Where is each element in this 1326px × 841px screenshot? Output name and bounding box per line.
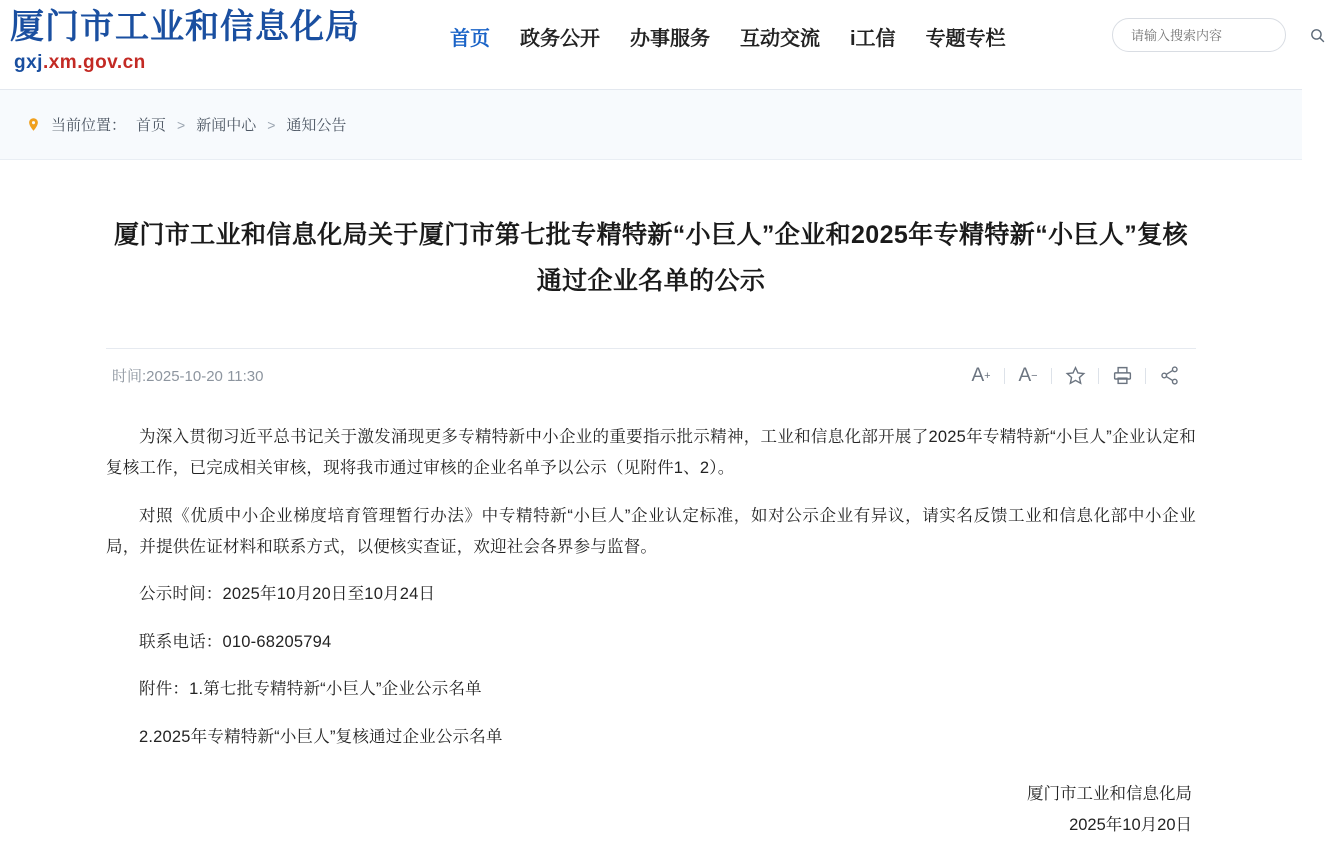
publish-time: 时间:2025-10-20 11:30 (112, 368, 264, 385)
breadcrumb-item-announcements[interactable]: 通知公告 (286, 117, 347, 134)
article-line-contact-phone: 联系电话：010-68205794 (139, 632, 332, 651)
article-meta (106, 348, 1196, 402)
site-logo-domain (10, 52, 450, 74)
article-line-attachment-2: 2.2025年专精特新“小巨人”复核通过企业公示名单 (139, 727, 503, 746)
site-logo[interactable] (0, 0, 450, 74)
breadcrumb-item-news-center[interactable]: 新闻中心 (196, 117, 257, 134)
signature-org: 厦门市工业和信息化局 (1027, 784, 1192, 803)
article-signature (106, 779, 1196, 841)
print-icon[interactable] (1099, 361, 1145, 391)
nav-item-interaction[interactable]: 互动交流 (740, 28, 820, 50)
search-box[interactable] (1112, 18, 1286, 52)
breadcrumb-label: 当前位置： (51, 117, 127, 134)
nav-item-government-affairs[interactable]: 政务公开 (520, 28, 600, 50)
site-logo-domain-suffix: .xm.gov.cn (42, 52, 146, 73)
page-title: 厦门市工业和信息化局关于厦门市第七批专精特新“小巨人”企业和2025年专精特新“小巨人”复核 通过企业名单的公示 (113, 221, 1189, 295)
search-icon[interactable] (1309, 25, 1326, 45)
nav-item-home[interactable]: 首页 (450, 28, 490, 50)
site-logo-domain-prefix: gxj (14, 52, 43, 73)
share-icon[interactable] (1146, 361, 1192, 391)
site-header (0, 0, 1302, 90)
article-content (106, 422, 1196, 753)
nav-item-topics[interactable]: 专题专栏 (925, 28, 1006, 50)
article-paragraph: 为深入贯彻习近平总书记关于激发涌现更多专精特新中小企业的重要指示批示精神，工业和信息化部开展了2025年专精特新“小巨人”企业认定和复核工作，已完成相关审核，现将我市通过审核的企业名单予以公示（见附件1、2）。 (106, 428, 1196, 477)
main-navigation (450, 22, 1006, 51)
nav-item-services[interactable]: 办事服务 (630, 28, 710, 50)
page-body (0, 160, 1302, 841)
article (106, 166, 1196, 841)
signature-date: 2025年10月20日 (1069, 815, 1192, 834)
article-paragraph: 对照《优质中小企业梯度培育管理暂行办法》中专精特新“小巨人”企业认定标准，如对公示企业有异议，请实名反馈工业和信息化部中小企业局，并提供佐证材料和联系方式，以便核实查证，欢迎社会各界参与监督。 (106, 506, 1196, 556)
breadcrumb-item-home[interactable]: 首页 (136, 117, 167, 134)
search-input[interactable] (1129, 27, 1309, 44)
breadcrumb-separator: > (267, 116, 276, 133)
site-logo-title: 厦门市工业和信息化局 (10, 7, 360, 47)
favorite-star-icon[interactable] (1052, 361, 1098, 391)
font-decrease-icon[interactable]: A − (1018, 364, 1038, 386)
breadcrumb (0, 90, 1302, 160)
font-increase-icon[interactable]: A + (971, 364, 991, 386)
location-pin-icon (26, 115, 41, 134)
article-line-publicity-period: 公示时间：2025年10月20日至10月24日 (139, 585, 436, 603)
article-toolbar (958, 361, 1196, 391)
breadcrumb-separator: > (177, 116, 186, 133)
nav-item-igongxin[interactable]: i工信 (850, 28, 896, 50)
article-line-attachment-1: 附件：1.第七批专精特新“小巨人”企业公示名单 (139, 680, 482, 698)
